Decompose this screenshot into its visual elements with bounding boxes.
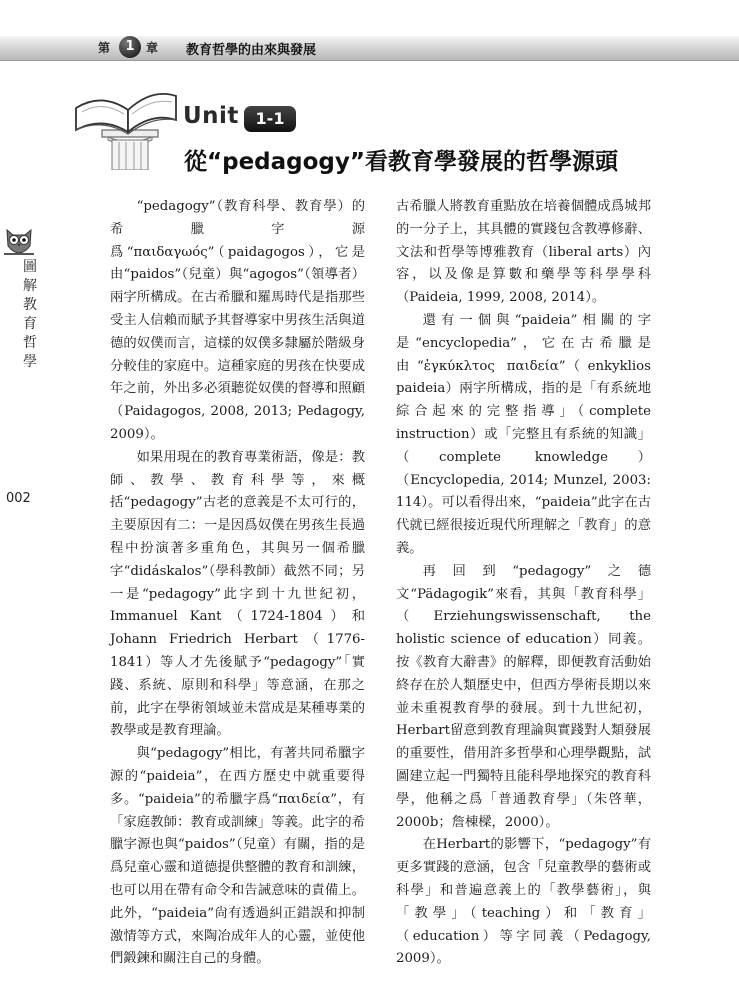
- paragraph: 如果用現在的教育專業術語，像是：教師、教學、教育科學等，來概括“pedagogy”古老的意義是不太可行的，主要原因有二：一是因爲奴僕在男孩生長過程中扮演著多重角色，其與另一個希臘字“didáskalos”（學科教師）截然不同；另一是“pedagogy”此字到十九世紀初，Immanuel Kant（1724-1804）和Johann Friedrich Herbart（1776-1841）等人才先後賦予“pedagogy”「實踐、系統、原則和科學」等意涵，在那之前，此字在學術領域並未當成是某種專業的教學或是教育理論。: [110, 449, 365, 739]
- book-title-vertical: [18, 258, 42, 372]
- book-title-char: 圖: [23, 259, 37, 275]
- chapter-title: 教育哲學的由來與發展: [186, 43, 317, 58]
- left-column: [110, 196, 365, 971]
- paragraph: 與“pedagogy”相比，有著共同希臘字源的“paideia”，在西方歷史中就重要得多。“paideia”的希臘字爲“παιδεία”，有「家庭教師：教育或訓練」等義。此字的希臘字源也與“paidos”（兒童）有關，指的是爲兒童心靈和道德提供整體的教育和訓練，也可以用在帶有命令和告誡意味的責備上。此外，“paideia”尙有透過糾正錯誤和抑制激情等方式，來陶冶成年人的心靈，並使他們鍛鍊和關注自己的身體。: [110, 746, 365, 967]
- paragraph: “pedagogy”（教育科學、教育學）的希臘字源爲“παιδαγωός”（paidagogos），它是由“paidos”（兒童）與“agogos”（領導者）兩字所構成。在古希臘和羅馬時代是指那些受主人信賴而賦予其督導家中男孩生活與道德的奴僕而言，這樣的奴僕多隸屬於階級身分較佳的家庭中。這種家庭的男孩在快要成年之前，外出多必須聽從奴僕的督導和照顧（Paidagogos, 2008, 2013; Pedagogy, 2009）。: [110, 199, 365, 442]
- paragraph: 在Herbart的影響下，“pedagogy”有更多實踐的意涵，包含「兒童教學的藝術或科學」和普遍意義上的「教學藝術」，與「教學」（teaching）和「教育」（education）等字同義（Pedagogy, 2009）。: [396, 837, 651, 967]
- book-title-char: 解: [23, 278, 37, 294]
- chapter-number-badge: 1: [119, 36, 141, 58]
- chapter-suffix: 章: [146, 41, 159, 55]
- open-book-icon: [72, 78, 182, 170]
- owl-icon: [2, 226, 36, 258]
- paragraph: 再回到“pedagogy”之德文“Pädagogik”來看，其與「教育科學」（Erziehungswissenschaft, the holistic science of education）同義。按《教育大辭書》的解釋，即便教育活動始終存在於人類歷史中，但西方學術長期以來並未重視教育學的發展。到十九世紀初，Herbart留意到教育理論與實踐對人類發展的重要性，借用許多哲學和心理學觀點，試圖建立起一門獨特且能科學地探究的教育科學，他稱之爲「普通教育學」（朱啓華，2000b；詹棟樑，2000）。: [396, 563, 651, 830]
- right-column: [396, 196, 651, 971]
- unit-label: Unit: [183, 103, 239, 129]
- paragraph: 還有一個與“paideia”相關的字是“encyclopedia”，它在古希臘是由“ἐγκύκλτος παιδεία”（enkyklios paideia）兩字所構成，指的是「有系統地綜合起來的完整指導」（complete instruction）或「完整且有系統的知識」（complete knowledge）（Encyclopedia, 2014; Munzel, 2003: 114）。可以看得出來，“paideia”此字在古代就已經很接近現代所理解之「教育」的意義。: [396, 312, 651, 556]
- book-title-char: 教: [23, 297, 37, 313]
- book-title-char: 學: [23, 354, 37, 370]
- book-title-char: 哲: [23, 335, 37, 351]
- unit-title: 從“pedagogy”看教育學發展的哲學源頭: [184, 149, 619, 175]
- book-title-char: 育: [23, 316, 37, 332]
- chapter-header-bar: [0, 36, 739, 61]
- paragraph: 古希臘人將教育重點放在培養個體成爲城邦的一分子上，其具體的實踐包含教導修辭、文法和哲學等博雅教育（liberal arts）內容，以及像是算數和藥學等科學學科（Paideia, 1999, 2008, 2014）。: [396, 199, 651, 306]
- chapter-prefix: 第: [98, 41, 111, 55]
- unit-number-badge: 1-1: [244, 106, 296, 132]
- page-number: 002: [6, 491, 31, 506]
